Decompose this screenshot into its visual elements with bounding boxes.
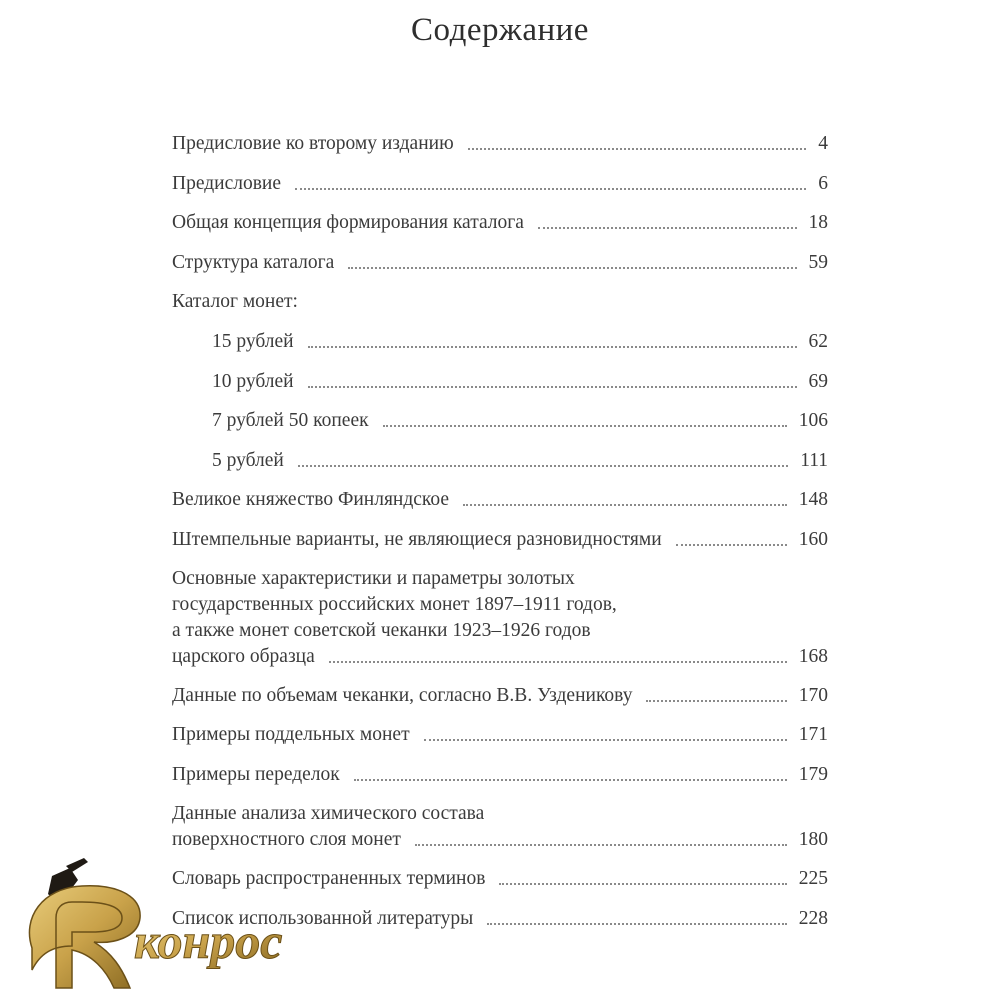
- toc-page-number: 160: [798, 529, 828, 550]
- toc-entry[interactable]: [172, 683, 828, 709]
- toc-page-number: 170: [798, 685, 828, 706]
- toc-entry[interactable]: [172, 250, 828, 276]
- toc-entry-title: Предисловие: [172, 173, 282, 194]
- toc-entry-title: Данные по объемам чеканки, согласно В.В. Узденикову: [172, 685, 633, 706]
- leader-dots: [463, 504, 787, 506]
- leader-dots: [308, 346, 797, 348]
- leader-dots: [424, 739, 787, 741]
- toc-entry[interactable]: [172, 527, 828, 553]
- logo-r-shape-icon: [29, 886, 140, 988]
- toc-page-number: 148: [798, 489, 828, 510]
- toc-page-number: 171: [798, 724, 828, 745]
- toc-entry[interactable]: [172, 722, 828, 748]
- leader-dots: [298, 465, 788, 467]
- toc-page-number: 106: [798, 410, 828, 431]
- toc-entry-line: Данные анализа химического состава: [172, 803, 485, 824]
- toc-entry-title: 15 рублей: [212, 331, 294, 352]
- leader-dots: [295, 188, 806, 190]
- toc-entry-title: Список использованной литературы: [172, 908, 474, 929]
- toc-entry-line: государственных российских монет 1897–1911 годов,: [172, 594, 617, 615]
- toc-entry[interactable]: [172, 644, 828, 670]
- toc-entry[interactable]: [172, 487, 828, 513]
- toc-entry[interactable]: [172, 827, 828, 853]
- toc-entry[interactable]: [212, 329, 828, 355]
- toc-page-number: 4: [818, 133, 828, 154]
- toc-page-number: 62: [808, 331, 828, 352]
- toc-entry-title: царского образца: [172, 646, 315, 667]
- toc-page-number: 180: [798, 829, 828, 850]
- leader-dots: [646, 700, 786, 702]
- toc-page-number: 69: [808, 371, 828, 392]
- toc-entry-line: Основные характеристики и параметры золотых: [172, 568, 575, 589]
- toc-entry-line: а также монет советской чеканки 1923–1926 годов: [172, 620, 591, 641]
- toc-page-number: 225: [798, 868, 828, 889]
- leader-dots: [308, 386, 797, 388]
- leader-dots: [415, 844, 787, 846]
- leader-dots: [348, 267, 796, 269]
- toc-entry-title: Структура каталога: [172, 252, 335, 273]
- leader-dots: [538, 227, 797, 229]
- leader-dots: [354, 779, 787, 781]
- leader-dots: [468, 148, 807, 150]
- toc-entry-title: Великое княжество Финляндское: [172, 489, 450, 510]
- toc-page-number: 18: [808, 212, 828, 233]
- toc-section-heading: Каталог монет:: [172, 291, 298, 312]
- leader-dots: [329, 661, 787, 663]
- konros-logo: [22, 858, 362, 993]
- logo-text: конрос: [134, 913, 283, 969]
- toc-entry-title: Словарь распространенных терминов: [172, 868, 486, 889]
- toc-page-number: 111: [800, 450, 828, 471]
- toc-entry[interactable]: [172, 171, 828, 197]
- toc-page-number: 6: [818, 173, 828, 194]
- leader-dots: [499, 883, 786, 885]
- toc-entry-title: 10 рублей: [212, 371, 294, 392]
- toc-entry[interactable]: [172, 762, 828, 788]
- toc-entry-title: Штемпельные варианты, не являющиеся разновидностями: [172, 529, 662, 550]
- toc-entry[interactable]: [172, 210, 828, 236]
- toc-entry-title: Общая концепция формирования каталога: [172, 212, 524, 233]
- toc-page-number: 228: [798, 908, 828, 929]
- toc-page-number: 179: [798, 764, 828, 785]
- toc-entry-title: Предисловие ко второму изданию: [172, 133, 454, 154]
- toc-entry[interactable]: [212, 369, 828, 395]
- toc-entry-title: 7 рублей 50 копеек: [212, 410, 369, 431]
- page-title: Содержание: [411, 12, 589, 48]
- toc-entry-title: 5 рублей: [212, 450, 284, 471]
- toc-entry-title: Примеры переделок: [172, 764, 340, 785]
- toc-entry-title: поверхностного слоя монет: [172, 829, 401, 850]
- toc-page-number: 59: [808, 252, 828, 273]
- leader-dots: [676, 544, 787, 546]
- toc-entry[interactable]: [212, 448, 828, 474]
- leader-dots: [383, 425, 787, 427]
- leader-dots: [487, 923, 786, 925]
- toc-entry[interactable]: [172, 131, 828, 157]
- toc-entry[interactable]: [212, 408, 828, 434]
- toc-entry-title: Примеры поддельных монет: [172, 724, 410, 745]
- toc-page-number: 168: [798, 646, 828, 667]
